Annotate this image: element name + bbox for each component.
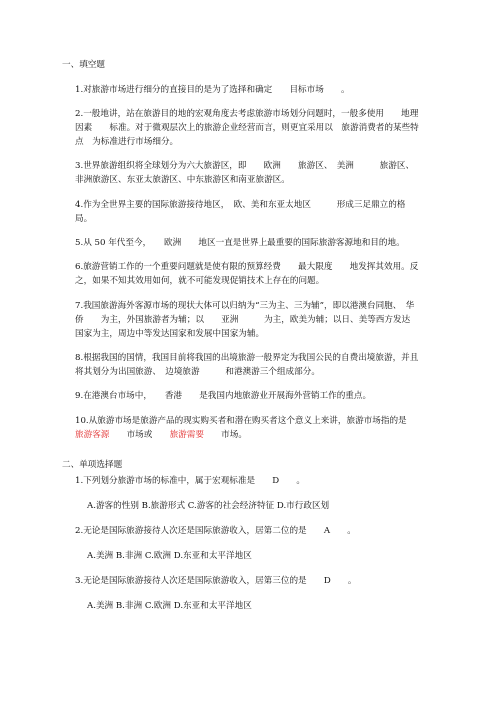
q4-line-1: 4.作为全世界主要的国际旅游接待地区， 欧、美和东亚太地区 形成三足鼎立的格 bbox=[75, 200, 406, 210]
q6-line-1: 6.旅游营销工作的一个重要问题就是使有限的预算经费 最大限度 地发挥其效用。反 bbox=[75, 262, 419, 272]
q10-text-end: 市场。 bbox=[203, 430, 247, 440]
q7-line-3: 国家为主，周边中等发达国家和发展中国家为辅。 bbox=[75, 329, 265, 339]
q9-line-1: 9.在港澳台市场中， 香港 是我国内地旅游业开展海外营销工作的重点。 bbox=[75, 391, 372, 401]
mc3-stem: 3.无论是国际旅游接待人次还是国际旅游收入，居第三位的是 D 。 bbox=[75, 576, 357, 586]
q10-line-1: 10.从旅游市场是旅游产品的现实购买者和潜在购买者这个意义上来讲，旅游市场指的是 bbox=[75, 416, 407, 426]
answer-tourist-source: 旅游客源 bbox=[75, 430, 110, 440]
q6-line-2: 之，如果不知其效用如何，就不可能发现促销技术上存在的问题。 bbox=[75, 276, 325, 286]
q10-text-mid: 市场或 bbox=[109, 430, 170, 440]
mc1-options: A.游客的性别 B.旅游形式 C.游客的社会经济特征 D.市行政区划 bbox=[87, 501, 330, 511]
mc3-options: A.美洲 B.非洲 C.欧洲 D.东亚和太平洋地区 bbox=[87, 601, 252, 611]
q10-line-2 bbox=[75, 430, 247, 441]
mc1-stem: 1.下列划分旅游市场的标准中，属于宏观标准是 D 。 bbox=[75, 476, 305, 486]
q7-line-2: 侨 为主，外国旅游者为辅；以 亚洲 为主，欧美为辅；以日、美等西方发达 bbox=[75, 315, 411, 325]
q8-line-1: 8.根据我国的国情，我国目前将我国的出境旅游一般界定为我国公民的自费出境旅游，并且 bbox=[75, 353, 419, 363]
mc2-stem: 2.无论是国际旅游接待人次还是国际旅游收入，居第二位的是 A 。 bbox=[75, 526, 356, 536]
q3-line-2: 非洲旅游区、东亚太旅游区、中东旅游区和南亚旅游区。 bbox=[75, 175, 290, 185]
q7-line-1: 7.我国旅游海外客源市场的现状大体可以归纳为“三为主、三为辅”，即以港澳台同胞、 华 bbox=[75, 301, 415, 311]
section-heading-single-choice: 二、单项选择题 bbox=[62, 460, 123, 470]
q2-line-2: 因素 标准。对于微观层次上的旅游企业经营而言，则更宜采用以 旅游消费者的某些特 bbox=[75, 123, 419, 133]
mc2-options: A.美洲 B.非洲 C.欧洲 D.东亚和太平洋地区 bbox=[87, 551, 252, 561]
q5-line-1: 5.从 50 年代至今， 欧洲 地区一直是世界上最重要的国际旅游客源地和目的地。 bbox=[75, 238, 405, 248]
q3-line-1: 3.世界旅游组织将全球划分为六大旅游区，即 欧洲 旅游区、 美洲 旅游区、 bbox=[75, 161, 415, 171]
q4-line-2: 局。 bbox=[75, 214, 93, 224]
q2-line-3: 点 为标准进行市场细分。 bbox=[75, 137, 179, 147]
section-heading-fill-blank: 一、填空题 bbox=[62, 60, 105, 70]
q8-line-2: 将其划分为出国旅游、 边境旅游 和港澳游三个组成部分。 bbox=[75, 367, 320, 377]
q1-line-1: 1.对旅游市场进行细分的直接目的是为了选择和确定 目标市场 。 bbox=[75, 85, 350, 95]
q2-line-1: 2.一般地讲，站在旅游目的地的宏观角度去考虑旅游市场划分问题时，一般多使用 地理 bbox=[75, 109, 419, 119]
answer-tourism-demand: 旅游需要 bbox=[169, 430, 204, 440]
